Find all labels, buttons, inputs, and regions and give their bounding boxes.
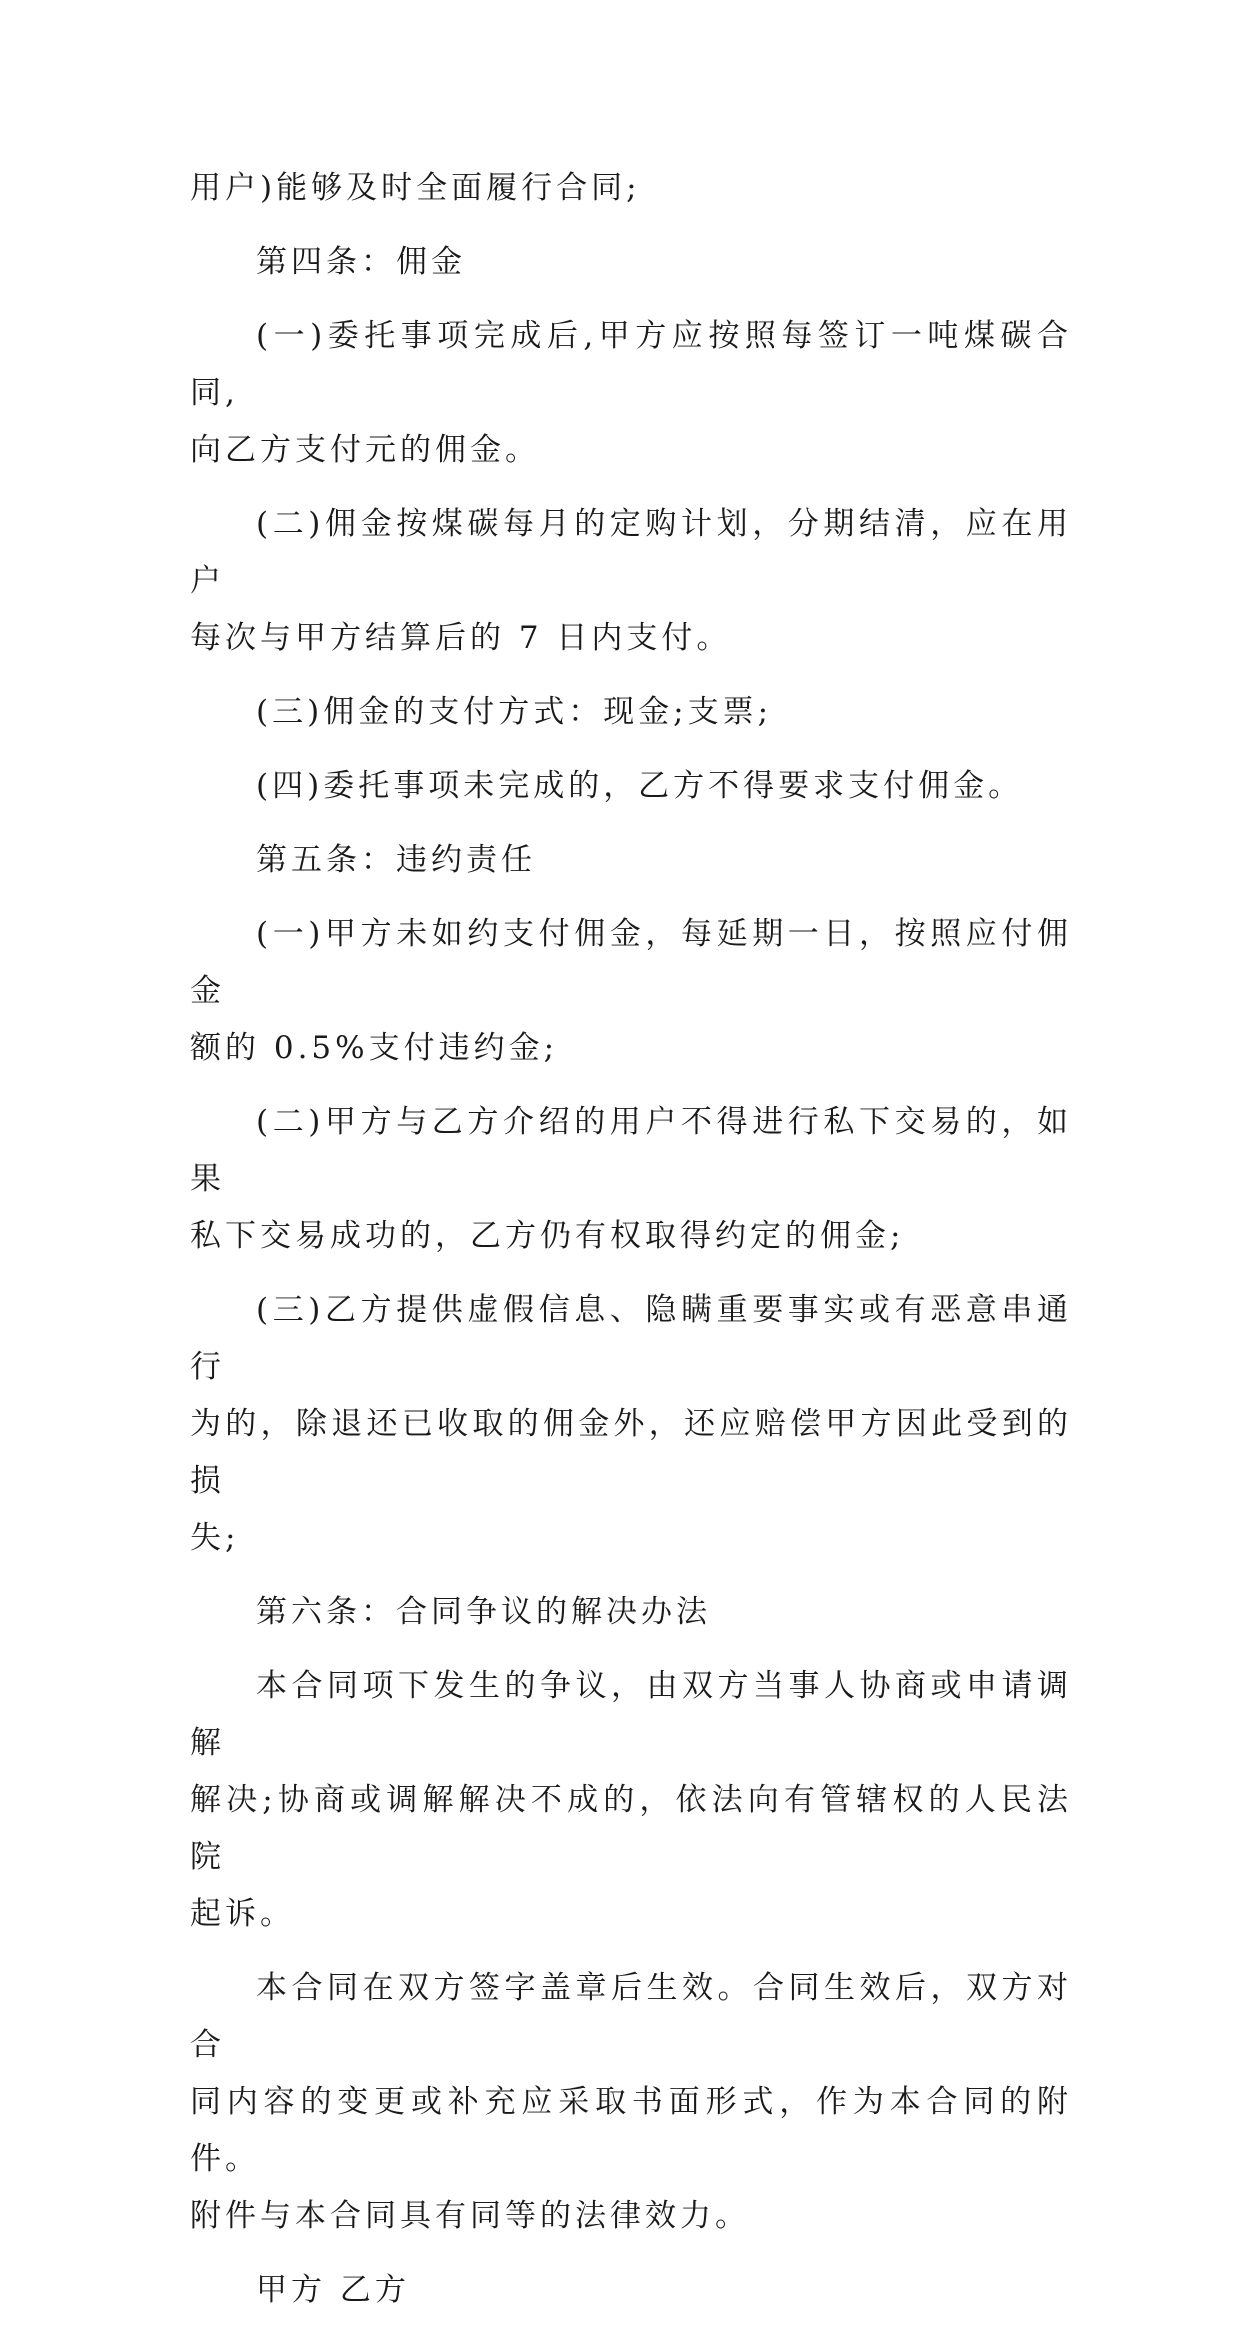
- text-line: 向乙方支付元的佣金。: [190, 432, 540, 468]
- paragraph: [190, 684, 1072, 741]
- paragraph: [190, 496, 1072, 667]
- text-line: 起诉。: [190, 1896, 295, 1932]
- paragraph: [190, 832, 1072, 889]
- paragraph: [190, 160, 1072, 217]
- text-line: 第六条：合同争议的解决办法: [256, 1594, 711, 1630]
- paragraph: [190, 1282, 1072, 1567]
- paragraph: [190, 1094, 1072, 1265]
- text-line: 为的，除退还已收取的佣金外，还应赔偿甲方因此受到的损: [190, 1406, 1072, 1499]
- text-line: 本合同在双方签字盖章后生效。合同生效后，双方对合: [190, 1970, 1072, 2063]
- paragraph: [190, 234, 1072, 291]
- text-line: 私下交易成功的，乙方仍有权取得约定的佣金;: [190, 1218, 905, 1254]
- text-line: 用户)能够及时全面履行合同;: [190, 170, 641, 206]
- text-line: 解决;协商或调解解决不成的，依法向有管辖权的人民法院: [190, 1782, 1072, 1875]
- paragraph: [190, 308, 1072, 479]
- text-line: 甲方 乙方: [256, 2272, 410, 2308]
- text-line: (四)委托事项未完成的，乙方不得要求支付佣金。: [256, 768, 1024, 804]
- text-line: 同内容的变更或补充应采取书面形式，作为本合同的附件。: [190, 2084, 1072, 2177]
- paragraph: [190, 1960, 1072, 2245]
- text-line: (三)佣金的支付方式：现金;支票;: [256, 694, 773, 730]
- text-line: 额的 0.5%支付违约金;: [190, 1030, 559, 1066]
- text-line: (一)委托事项完成后,甲方应按照每签订一吨煤碳合同,: [190, 318, 1072, 411]
- text-line: 附件与本合同具有同等的法律效力。: [190, 2198, 750, 2234]
- text-line: 失;: [190, 1520, 240, 1556]
- text-line: (三)乙方提供虚假信息、隐瞒重要事实或有恶意串通行: [190, 1292, 1072, 1385]
- paragraph: [190, 1658, 1072, 1943]
- text-line: 本合同项下发生的争议，由双方当事人协商或申请调解: [190, 1668, 1072, 1761]
- paragraph: [190, 758, 1072, 815]
- text-line: 第五条：违约责任: [256, 842, 536, 878]
- paragraph: [190, 1584, 1072, 1641]
- text-line: 第四条：佣金: [256, 244, 466, 280]
- paragraph: [190, 2262, 1072, 2319]
- paragraph: [190, 906, 1072, 1077]
- text-line: (一)甲方未如约支付佣金，每延期一日，按照应付佣金: [190, 916, 1072, 1009]
- text-line: (二)甲方与乙方介绍的用户不得进行私下交易的，如果: [190, 1104, 1072, 1197]
- text-line: 每次与甲方结算后的 7 日内支付。: [190, 620, 732, 656]
- document-body: [190, 160, 1072, 2336]
- text-line: (二)佣金按煤碳每月的定购计划，分期结清，应在用户: [190, 506, 1072, 599]
